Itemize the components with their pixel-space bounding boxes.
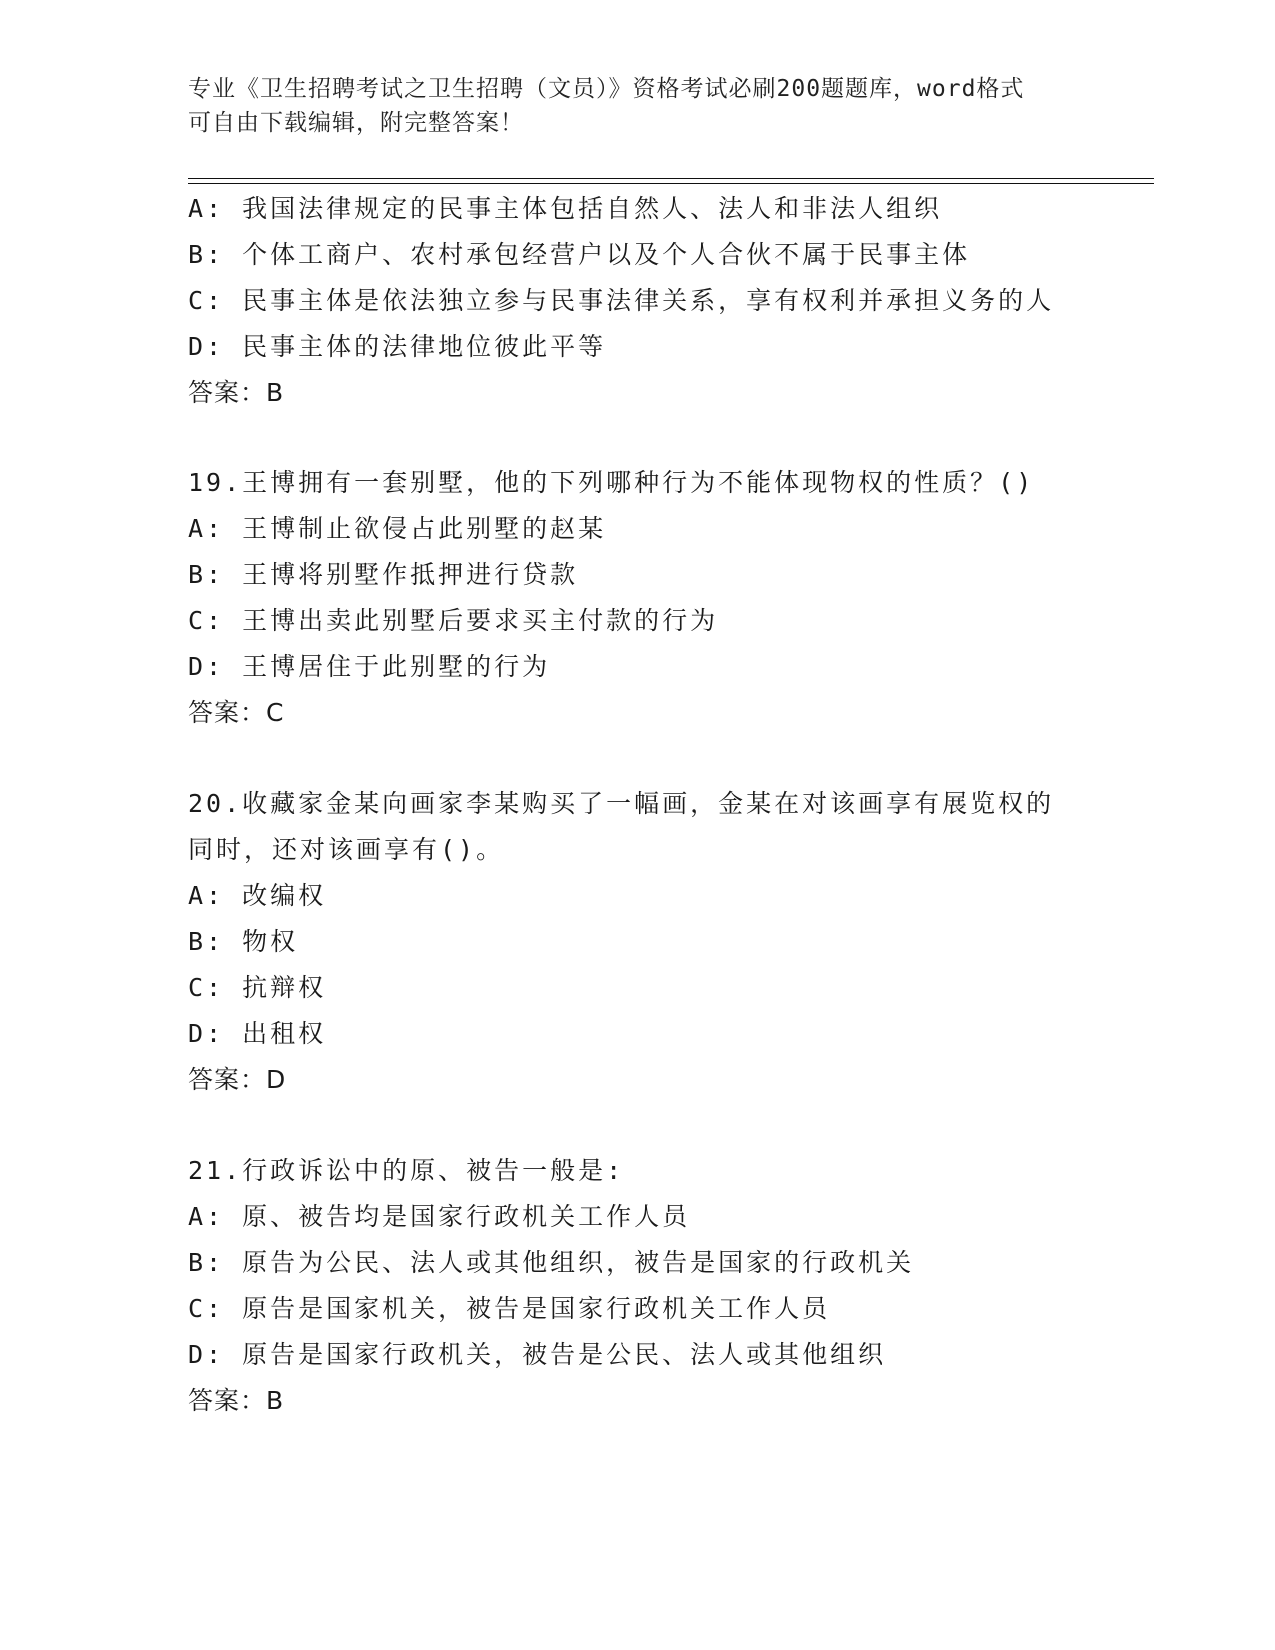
option-d: D: 民事主体的法律地位彼此平等	[188, 332, 607, 361]
spacer	[188, 416, 1128, 460]
option-a: A: 改编权	[188, 881, 327, 910]
header-divider-bottom	[188, 183, 1154, 184]
spacer	[188, 1103, 1128, 1148]
header-divider-top	[188, 178, 1154, 179]
option-a: A: 我国法律规定的民事主体包括自然人、法人和非法人组织	[188, 194, 943, 223]
question-list	[188, 186, 1128, 1424]
question-21-block	[188, 1148, 1128, 1424]
option-d: D: 出租权	[188, 1019, 327, 1048]
question-stem: 21.行政诉讼中的原、被告一般是:	[188, 1156, 625, 1185]
option-d: D: 原告是国家行政机关，被告是公民、法人或其他组织	[188, 1340, 887, 1369]
header-line-2: 可自由下载编辑，附完整答案！	[188, 110, 524, 136]
option-a: A: 原、被告均是国家行政机关工作人员	[188, 1202, 691, 1231]
question-stem-line-2: 同时，还对该画享有()。	[188, 835, 505, 864]
document-header	[188, 72, 1088, 140]
header-line-1: 专业《卫生招聘考试之卫生招聘（文员）》资格考试必刷200题题库，word格式	[188, 76, 1025, 102]
question-19-block	[188, 460, 1128, 736]
option-d: D: 王博居住于此别墅的行为	[188, 652, 551, 681]
answer: 答案：B	[188, 378, 285, 407]
question-20-block	[188, 781, 1128, 1103]
spacer	[188, 736, 1128, 781]
option-c: C: 民事主体是依法独立参与民事法律关系，享有权利并承担义务的人	[188, 286, 1055, 315]
question-18-block	[188, 186, 1128, 416]
option-b: B: 王博将别墅作抵押进行贷款	[188, 560, 579, 589]
option-b: B: 原告为公民、法人或其他组织，被告是国家的行政机关	[188, 1248, 915, 1277]
answer: 答案：D	[188, 1065, 287, 1094]
question-stem: 19.王博拥有一套别墅，他的下列哪种行为不能体现物权的性质？()	[188, 468, 1035, 497]
option-b: B: 个体工商户、农村承包经营户以及个人合伙不属于民事主体	[188, 240, 971, 269]
question-stem-line-1: 20.收藏家金某向画家李某购买了一幅画，金某在对该画享有展览权的	[188, 789, 1055, 818]
option-c: C: 抗辩权	[188, 973, 327, 1002]
option-b: B: 物权	[188, 927, 299, 956]
answer: 答案：C	[188, 698, 285, 727]
option-c: C: 原告是国家机关，被告是国家行政机关工作人员	[188, 1294, 831, 1323]
option-c: C: 王博出卖此别墅后要求买主付款的行为	[188, 606, 719, 635]
answer: 答案：B	[188, 1386, 285, 1415]
option-a: A: 王博制止欲侵占此别墅的赵某	[188, 514, 607, 543]
